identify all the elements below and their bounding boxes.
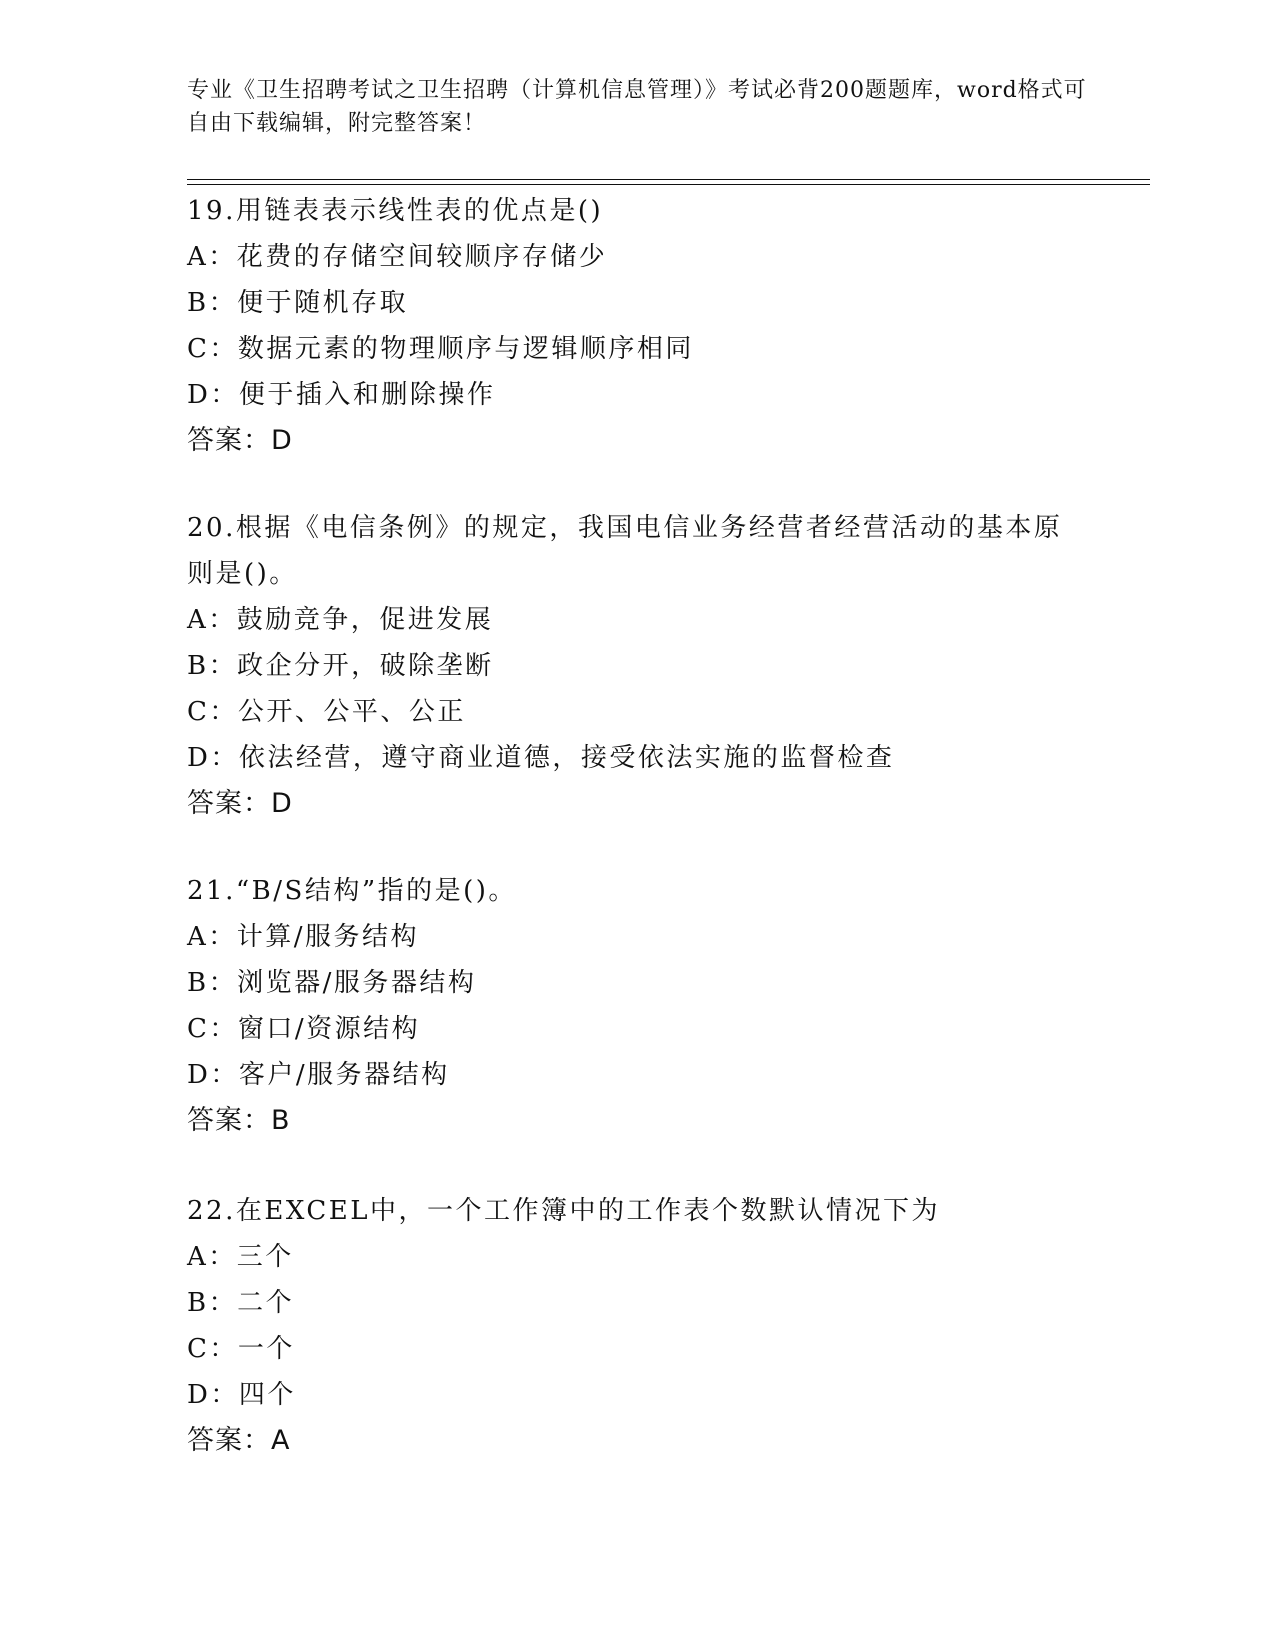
option-b: B：便于随机存取 (187, 288, 409, 318)
option-d: D：四个 (187, 1380, 296, 1410)
header-divider-top (187, 179, 1150, 180)
answer: 答案：A (187, 1425, 291, 1456)
answer: 答案：B (187, 1105, 291, 1136)
option-a: A：鼓励竞争，促进发展 (187, 605, 494, 635)
option-c: C：窗口/资源结构 (187, 1014, 421, 1044)
document-header: 专业《卫生招聘考试之卫生招聘（计算机信息管理）》考试必背200题题库，word格式可自由下载编辑，附完整答案！ (187, 78, 1087, 136)
header-divider-bottom (187, 184, 1150, 185)
question-stem: 21.“B/S结构”指的是()。 (187, 876, 517, 906)
option-b: B：二个 (187, 1288, 295, 1318)
answer: 答案：D (187, 788, 293, 819)
question-19 (187, 188, 1087, 464)
option-c: C：一个 (187, 1334, 295, 1364)
option-b: B：浏览器/服务器结构 (187, 968, 477, 998)
question-stem: 20.根据《电信条例》的规定，我国电信业务经营者经营活动的基本原则是()。 (187, 513, 1063, 589)
question-stem: 19.用链表表示线性表的优点是() (187, 196, 604, 226)
option-a: A：花费的存储空间较顺序存储少 (187, 242, 608, 272)
option-d: D：客户/服务器结构 (187, 1060, 450, 1090)
option-d: D：依法经营，遵守商业道德，接受依法实施的监督检查 (187, 743, 895, 773)
question-20 (187, 505, 1087, 827)
question-21 (187, 868, 1087, 1144)
option-a: A：计算/服务结构 (187, 922, 420, 952)
question-22 (187, 1188, 1087, 1464)
option-d: D：便于插入和删除操作 (187, 380, 496, 410)
option-a: A：三个 (187, 1242, 294, 1272)
option-c: C：公开、公平、公正 (187, 697, 466, 727)
option-c: C：数据元素的物理顺序与逻辑顺序相同 (187, 334, 694, 364)
option-b: B：政企分开，破除垄断 (187, 651, 494, 681)
question-stem: 22.在EXCEL中，一个工作簿中的工作表个数默认情况下为 (187, 1196, 941, 1226)
answer: 答案：D (187, 425, 293, 456)
